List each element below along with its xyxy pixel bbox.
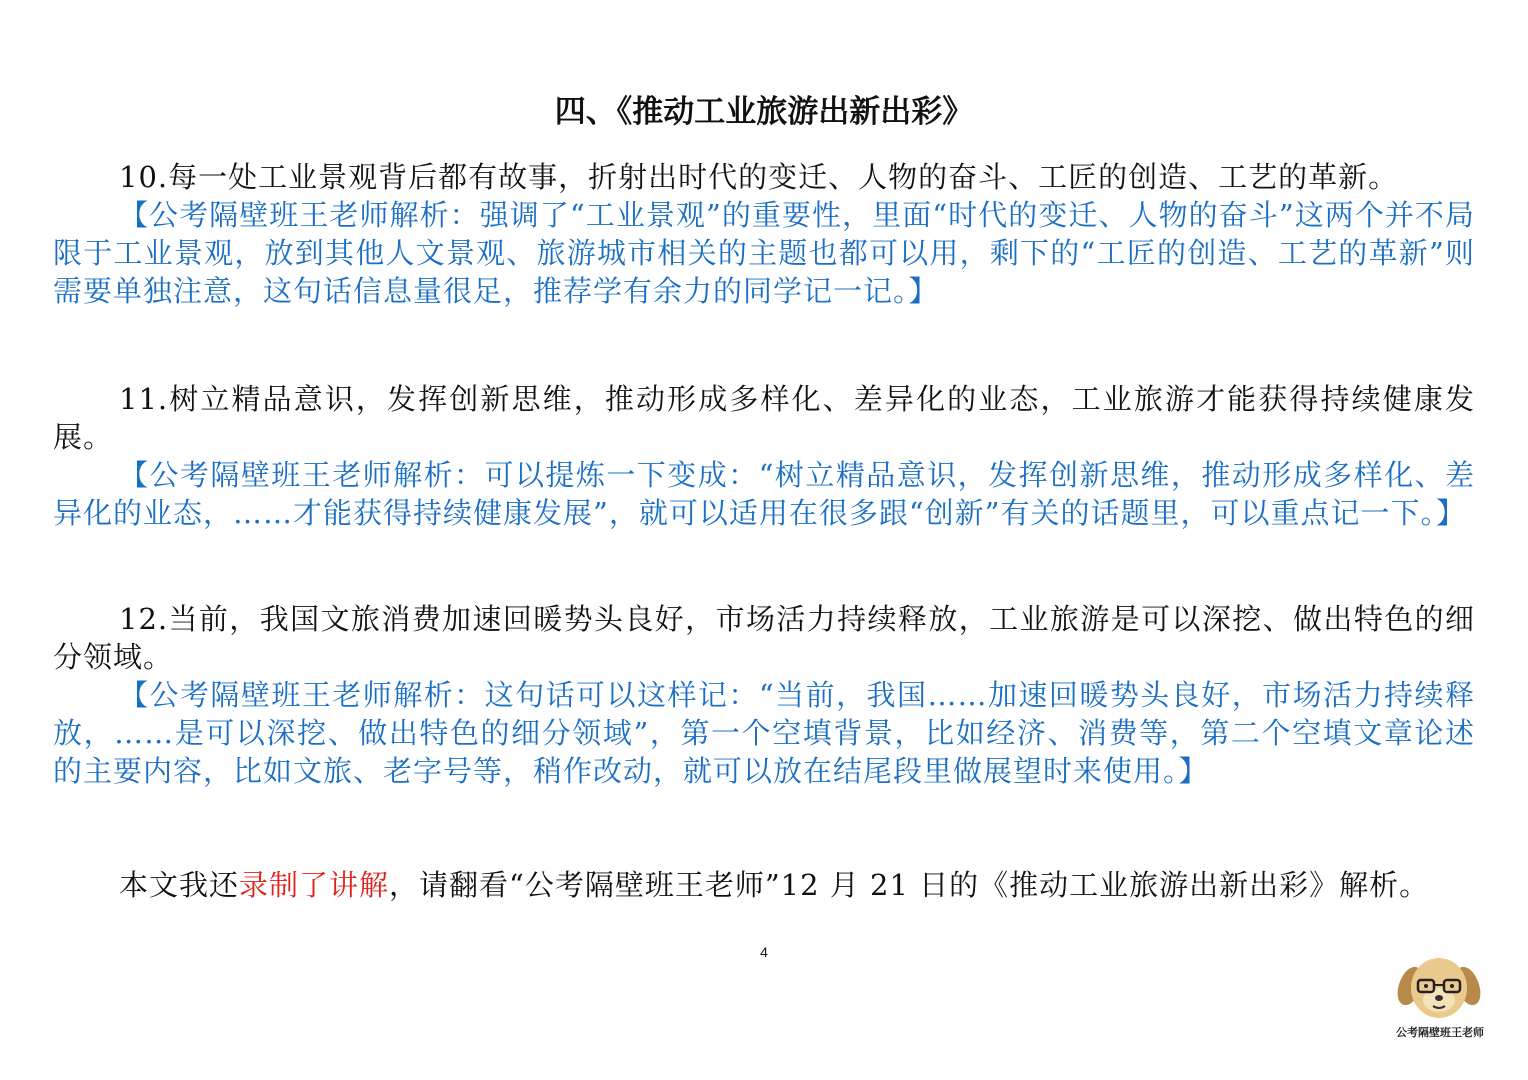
item-11-text: 11.树立精品意识，发挥创新思维，推动形成多样化、差异化的业态，工业旅游才能获得持续健康发展。 bbox=[53, 382, 1475, 454]
dog-mascot-icon bbox=[1396, 948, 1482, 1028]
item-11-analysis: 【公考隔壁班王老师解析：可以提炼一下变成：“树立精品意识，发挥创新思维，推动形成多样化、差异化的业态，……才能获得持续健康发展”，就可以适用在很多跟“创新”有关的话题里，可以重点记一下。】 bbox=[53, 458, 1475, 530]
item-12-text: 12.当前，我国文旅消费加速回暖势头良好，市场活力持续释放，工业旅游是可以深挖、做出特色的细分领域。 bbox=[53, 602, 1475, 674]
footer-note-highlight: 录制了讲解 bbox=[239, 868, 390, 902]
page-number: 4 bbox=[760, 944, 768, 960]
logo-label: 公考隔壁班王老师 bbox=[1396, 1026, 1484, 1039]
item-11 bbox=[53, 380, 1475, 532]
item-10 bbox=[53, 158, 1475, 310]
item-10-text: 10.每一处工业景观背后都有故事，折射出时代的变迁、人物的奋斗、工匠的创造、工艺的革新。 bbox=[119, 160, 1399, 194]
footer-note-before: 本文我还 bbox=[119, 868, 240, 902]
item-12 bbox=[53, 600, 1475, 790]
footer-note bbox=[53, 866, 1475, 904]
footer-note-after: ，请翻看“公考隔壁班王老师”12 月 21 日的《推动工业旅游出新出彩》解析。 bbox=[389, 868, 1430, 902]
item-10-analysis: 【公考隔壁班王老师解析：强调了“工业景观”的重要性，里面“时代的变迁、人物的奋斗”这两个并不局限于工业景观，放到其他人文景观、旅游城市相关的主题也都可以用，剩下的“工匠的创造、工艺的革新”则需要单独注意，这句话信息量很足，推荐学有余力的同学记一记。】 bbox=[53, 198, 1475, 308]
item-12-analysis: 【公考隔壁班王老师解析：这句话可以这样记：“当前，我国……加速回暖势头良好，市场活力持续释放，……是可以深挖、做出特色的细分领域”，第一个空填背景，比如经济、消费等，第二个空填文章论述的主要内容，比如文旅、老字号等，稍作改动，就可以放在结尾段里做展望时来使用。】 bbox=[53, 678, 1475, 788]
page-title: 四、《推动工业旅游出新出彩》 bbox=[554, 94, 974, 130]
